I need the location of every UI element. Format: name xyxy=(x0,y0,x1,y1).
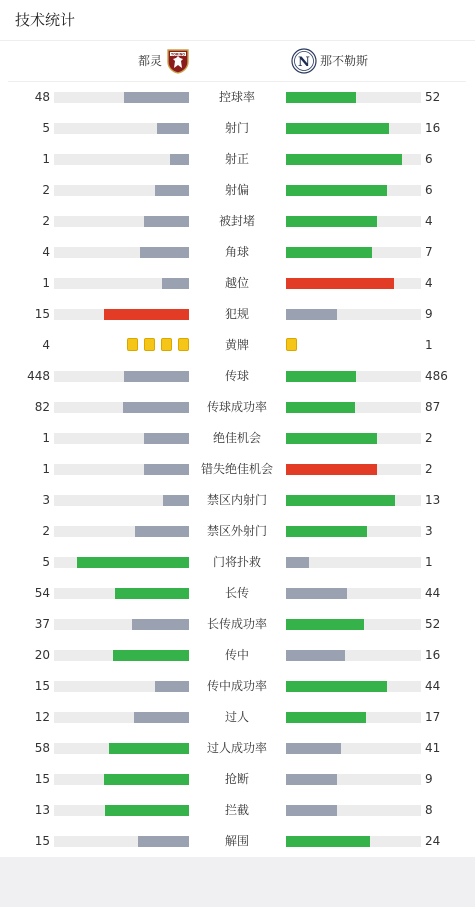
home-bar-track xyxy=(54,774,189,785)
home-value: 5 xyxy=(42,555,50,569)
away-bar-track xyxy=(286,154,421,165)
away-value: 24 xyxy=(425,834,441,848)
away-bar-fill xyxy=(286,805,337,816)
home-value: 2 xyxy=(42,214,50,228)
home-value: 82 xyxy=(34,400,50,414)
home-bar-fill xyxy=(124,92,189,103)
home-bar-fill xyxy=(113,650,189,661)
away-bar-track xyxy=(286,743,421,754)
stat-row xyxy=(0,771,475,787)
away-bar-fill xyxy=(286,650,345,661)
stat-label: 传球 xyxy=(224,369,249,383)
away-bar-fill xyxy=(286,712,366,723)
home-bar-fill xyxy=(157,123,189,134)
away-value: 6 xyxy=(425,152,433,166)
away-bar-fill xyxy=(286,402,355,413)
stat-row xyxy=(0,213,475,229)
stat-label: 角球 xyxy=(224,245,249,259)
stat-label: 抢断 xyxy=(224,772,249,786)
away-bar-fill xyxy=(286,619,364,630)
stat-row xyxy=(0,523,475,539)
torino-badge-icon xyxy=(165,48,191,74)
away-bar-track xyxy=(286,712,421,723)
stat-label: 过人成功率 xyxy=(206,741,267,755)
stat-row xyxy=(0,833,475,849)
away-bar-fill xyxy=(286,185,387,196)
stat-label: 绝佳机会 xyxy=(212,431,261,445)
home-team-name: 都灵 xyxy=(138,54,163,68)
home-bar-fill xyxy=(170,154,189,165)
home-yellow-cards xyxy=(121,338,189,352)
napoli-badge-text: N xyxy=(298,55,310,70)
stat-row xyxy=(0,182,475,198)
stat-row xyxy=(0,306,475,322)
stat-label: 禁区外射门 xyxy=(206,524,267,538)
stat-label: 射门 xyxy=(224,121,249,135)
away-value: 13 xyxy=(425,493,441,507)
away-bar-track xyxy=(286,557,421,568)
stat-label: 黄牌 xyxy=(224,338,249,352)
home-value: 4 xyxy=(42,245,50,259)
home-value: 48 xyxy=(34,90,50,104)
stat-row xyxy=(0,678,475,694)
away-bar-fill xyxy=(286,495,395,506)
away-team-name: 那不勒斯 xyxy=(320,54,369,68)
away-bar-track xyxy=(286,681,421,692)
away-bar-track xyxy=(286,495,421,506)
home-value: 2 xyxy=(42,183,50,197)
yellow-card-icon xyxy=(178,338,189,351)
away-bar-track xyxy=(286,371,421,382)
stat-row xyxy=(0,554,475,570)
away-value: 3 xyxy=(425,524,433,538)
away-bar-track xyxy=(286,774,421,785)
home-bar-track xyxy=(54,402,189,413)
stat-label: 门将扑救 xyxy=(212,555,261,569)
away-bar-track xyxy=(286,526,421,537)
home-bar-track xyxy=(54,278,189,289)
away-bar-fill xyxy=(286,557,309,568)
home-bar-fill xyxy=(163,495,189,506)
away-bar-track xyxy=(286,123,421,134)
home-bar-track xyxy=(54,557,189,568)
home-value: 12 xyxy=(34,710,50,724)
home-value: 1 xyxy=(42,462,50,476)
home-bar-fill xyxy=(144,464,189,475)
away-value: 4 xyxy=(425,276,433,290)
home-bar-fill xyxy=(123,402,189,413)
away-bar-track xyxy=(286,185,421,196)
away-value: 41 xyxy=(425,741,441,755)
away-bar-track xyxy=(286,836,421,847)
home-value: 3 xyxy=(42,493,50,507)
away-value: 8 xyxy=(425,803,433,817)
home-value: 15 xyxy=(34,834,50,848)
away-bar-track xyxy=(286,92,421,103)
away-bar-track xyxy=(286,402,421,413)
away-bar-fill xyxy=(286,123,389,134)
stat-row xyxy=(0,337,475,353)
home-bar-fill xyxy=(144,433,189,444)
away-value: 87 xyxy=(425,400,441,414)
yellow-card-icon xyxy=(286,338,297,351)
home-bar-track xyxy=(54,309,189,320)
home-value: 5 xyxy=(42,121,50,135)
home-bar-track xyxy=(54,464,189,475)
stat-row xyxy=(0,120,475,136)
away-bar-track xyxy=(286,216,421,227)
napoli-badge-icon xyxy=(291,48,317,74)
home-value: 2 xyxy=(42,524,50,538)
home-bar-track xyxy=(54,123,189,134)
stat-row xyxy=(0,616,475,632)
home-value: 20 xyxy=(34,648,50,662)
away-bar-fill xyxy=(286,154,402,165)
home-value: 13 xyxy=(34,803,50,817)
away-yellow-cards xyxy=(286,338,303,352)
stat-row xyxy=(0,740,475,756)
away-bar-fill xyxy=(286,774,337,785)
away-value: 1 xyxy=(425,555,433,569)
home-bar-fill xyxy=(135,526,189,537)
away-bar-track xyxy=(286,464,421,475)
away-value: 6 xyxy=(425,183,433,197)
stat-row xyxy=(0,244,475,260)
away-value: 44 xyxy=(425,586,441,600)
away-bar-track xyxy=(286,433,421,444)
home-bar-fill xyxy=(138,836,189,847)
away-bar-fill xyxy=(286,92,356,103)
stat-label: 传球成功率 xyxy=(206,400,267,414)
home-bar-track xyxy=(54,433,189,444)
home-bar-track xyxy=(54,650,189,661)
yellow-card-icon xyxy=(144,338,155,351)
away-value: 52 xyxy=(425,617,441,631)
stat-label: 禁区内射门 xyxy=(206,493,267,507)
away-bar-fill xyxy=(286,309,337,320)
home-value: 1 xyxy=(42,152,50,166)
away-bar-fill xyxy=(286,743,341,754)
home-bar-track xyxy=(54,805,189,816)
stat-label: 传中成功率 xyxy=(206,679,267,693)
yellow-card-icon xyxy=(127,338,138,351)
home-bar-fill xyxy=(104,774,189,785)
stat-label: 射偏 xyxy=(224,183,249,197)
home-bar-track xyxy=(54,743,189,754)
home-bar-track xyxy=(54,588,189,599)
stat-row xyxy=(0,709,475,725)
stat-label: 射正 xyxy=(224,152,249,166)
stat-row xyxy=(0,802,475,818)
away-bar-fill xyxy=(286,681,387,692)
home-bar-track xyxy=(54,526,189,537)
home-value: 448 xyxy=(27,369,50,383)
away-bar-fill xyxy=(286,247,372,258)
home-bar-fill xyxy=(77,557,189,568)
away-value: 2 xyxy=(425,462,433,476)
home-value: 15 xyxy=(34,679,50,693)
away-bar-track xyxy=(286,619,421,630)
header-divider xyxy=(0,40,475,41)
away-bar-track xyxy=(286,588,421,599)
stat-label: 犯规 xyxy=(224,307,249,321)
stat-label: 被封堵 xyxy=(218,214,255,228)
stat-row xyxy=(0,368,475,384)
home-bar-fill xyxy=(132,619,189,630)
home-value: 1 xyxy=(42,276,50,290)
away-value: 44 xyxy=(425,679,441,693)
away-bar-fill xyxy=(286,371,356,382)
stat-label: 传中 xyxy=(224,648,249,662)
home-bar-fill xyxy=(124,371,189,382)
away-value: 486 xyxy=(425,369,448,383)
stat-row xyxy=(0,89,475,105)
away-value: 52 xyxy=(425,90,441,104)
stat-row xyxy=(0,275,475,291)
home-bar-fill xyxy=(155,185,189,196)
home-value: 4 xyxy=(42,338,50,352)
home-bar-fill xyxy=(140,247,189,258)
home-value: 1 xyxy=(42,431,50,445)
home-bar-track xyxy=(54,495,189,506)
away-bar-track xyxy=(286,309,421,320)
away-bar-track xyxy=(286,805,421,816)
home-bar-track xyxy=(54,712,189,723)
home-bar-track xyxy=(54,216,189,227)
home-value: 54 xyxy=(34,586,50,600)
stat-label: 拦截 xyxy=(224,803,249,817)
home-value: 15 xyxy=(34,772,50,786)
stat-label: 错失绝佳机会 xyxy=(200,462,273,476)
away-bar-fill xyxy=(286,588,347,599)
home-bar-fill xyxy=(105,805,189,816)
home-value: 37 xyxy=(34,617,50,631)
away-bar-fill xyxy=(286,216,377,227)
home-bar-fill xyxy=(104,309,189,320)
stat-row xyxy=(0,461,475,477)
home-bar-track xyxy=(54,185,189,196)
stat-label: 长传 xyxy=(224,586,249,600)
away-value: 7 xyxy=(425,245,433,259)
away-bar-fill xyxy=(286,836,370,847)
away-value: 1 xyxy=(425,338,433,352)
away-bar-track xyxy=(286,278,421,289)
home-bar-fill xyxy=(155,681,189,692)
away-value: 2 xyxy=(425,431,433,445)
stat-label: 控球率 xyxy=(218,90,255,104)
stat-label: 长传成功率 xyxy=(206,617,267,631)
stat-label: 越位 xyxy=(224,276,249,290)
home-bar-track xyxy=(54,247,189,258)
home-value: 15 xyxy=(34,307,50,321)
home-bar-track xyxy=(54,681,189,692)
home-value: 58 xyxy=(34,741,50,755)
home-bar-track xyxy=(54,836,189,847)
away-value: 17 xyxy=(425,710,441,724)
home-bar-fill xyxy=(162,278,189,289)
stat-label: 解围 xyxy=(224,834,249,848)
away-value: 16 xyxy=(425,648,441,662)
away-bar-fill xyxy=(286,433,377,444)
home-bar-track xyxy=(54,371,189,382)
away-value: 16 xyxy=(425,121,441,135)
home-bar-fill xyxy=(109,743,189,754)
away-bar-track xyxy=(286,650,421,661)
page-title: 技术统计 xyxy=(15,11,76,29)
home-bar-track xyxy=(54,92,189,103)
home-bar-fill xyxy=(115,588,189,599)
away-bar-fill xyxy=(286,526,367,537)
away-value: 4 xyxy=(425,214,433,228)
stat-label: 过人 xyxy=(224,710,249,724)
away-value: 9 xyxy=(425,772,433,786)
stat-row xyxy=(0,151,475,167)
stat-row xyxy=(0,430,475,446)
stat-row xyxy=(0,647,475,663)
home-bar-track xyxy=(54,154,189,165)
away-bar-track xyxy=(286,247,421,258)
away-bar-fill xyxy=(286,278,394,289)
teams-divider xyxy=(8,81,466,82)
yellow-card-icon xyxy=(161,338,172,351)
home-bar-fill xyxy=(144,216,189,227)
stat-row xyxy=(0,399,475,415)
away-value: 9 xyxy=(425,307,433,321)
away-bar-fill xyxy=(286,464,377,475)
stat-row xyxy=(0,585,475,601)
torino-badge-text: TORINO xyxy=(171,52,185,57)
home-bar-fill xyxy=(134,712,189,723)
stat-row xyxy=(0,492,475,508)
home-bar-track xyxy=(54,619,189,630)
